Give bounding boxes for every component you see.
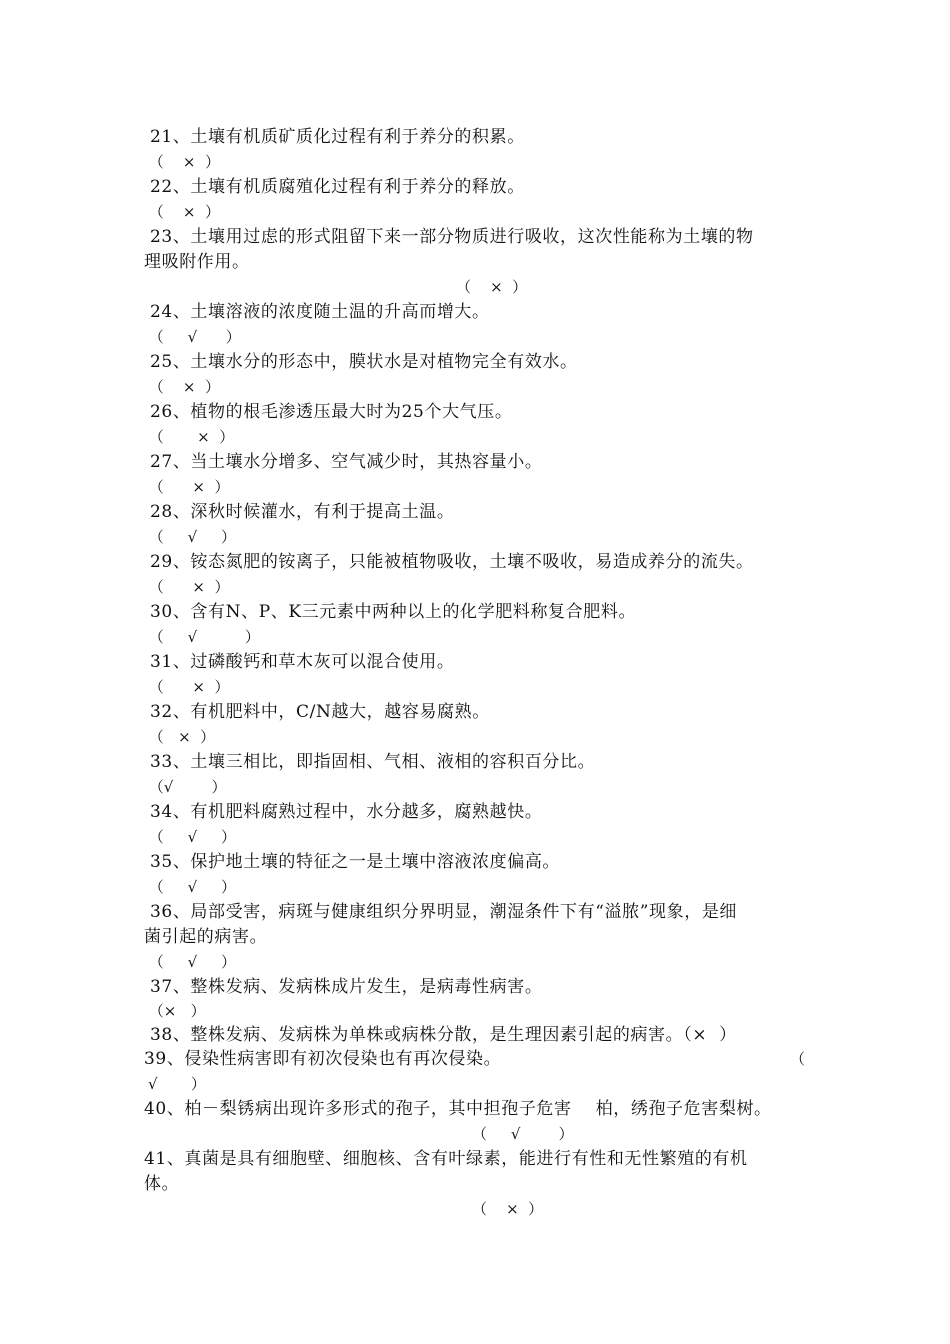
answer-41: （ × ）: [472, 1200, 544, 1218]
question-23-line1: 23、土壤用过虑的形式阻留下来一部分物质进行吸收，这次性能称为土壤的物: [144, 227, 754, 247]
answer-34: （ √ ）: [144, 828, 237, 846]
question-28: 28、深秋时候灌水，有利于提高土温。: [144, 502, 455, 522]
answer-36: （ √ ）: [144, 953, 237, 971]
answer-25: （ × ）: [144, 378, 220, 396]
question-22: 22、土壤有机质腐殖化过程有利于养分的释放。: [144, 177, 525, 197]
question-41-line2: 体。: [144, 1174, 180, 1194]
question-40: 40、柏－梨锈病出现许多形式的孢子，其中担孢子危害 柏，绣孢子危害梨树。: [144, 1099, 772, 1119]
question-36-line1: 36、局部受害，病斑与健康组织分界明显，潮湿条件下有“溢脓”现象，是细: [144, 902, 738, 922]
question-30: 30、含有N、P、K三元素中两种以上的化学肥料称复合肥料。: [144, 602, 637, 622]
answer-30: （ √ ）: [144, 628, 260, 646]
question-39: 39、侵染性病害即有初次侵染也有再次侵染。: [144, 1049, 502, 1069]
question-35: 35、保护地土壤的特征之一是土壤中溶液浓度偏高。: [144, 852, 561, 872]
question-25: 25、土壤水分的形态中，膜状水是对植物完全有效水。: [144, 352, 578, 372]
question-21: 21、土壤有机质矿质化过程有利于养分的积累。: [144, 127, 525, 147]
question-36-line2: 菌引起的病害。: [144, 927, 268, 947]
answer-39-open: （: [790, 1050, 806, 1068]
question-23-line2: 理吸附作用。: [144, 252, 250, 272]
answer-21: （ × ）: [144, 153, 220, 171]
question-26: 26、植物的根毛渗透压最大时为25个大气压。: [144, 402, 513, 422]
answer-40: （ √ ）: [472, 1125, 574, 1143]
question-38: 38、整株发病、发病株为单株或病株分散，是生理因素引起的病害。（× ）: [144, 1025, 737, 1045]
question-27: 27、当土壤水分增多、空气减少时，其热容量小。: [144, 452, 543, 472]
answer-35: （ √ ）: [144, 878, 237, 896]
answer-24: （ √ ）: [144, 328, 241, 346]
answer-29: （ × ）: [144, 578, 230, 596]
answer-31: （ × ）: [144, 678, 230, 696]
question-24: 24、土壤溶液的浓度随土温的升高而增大。: [144, 302, 490, 322]
answer-32: （ × ）: [144, 728, 216, 746]
question-37: 37、整株发病、发病株成片发生，是病毒性病害。: [144, 977, 543, 997]
question-32: 32、有机肥料中，C/N越大，越容易腐熟。: [144, 702, 490, 722]
answer-28: （ √ ）: [144, 528, 237, 546]
question-33: 33、土壤三相比，即指固相、气相、液相的容积百分比。: [144, 752, 596, 772]
answer-39: √ ）: [148, 1075, 206, 1093]
answer-37: （× ）: [144, 1002, 206, 1020]
answer-27: （ × ）: [144, 478, 230, 496]
answer-23: （ × ）: [456, 278, 528, 296]
answer-33: （√ ）: [144, 778, 227, 796]
question-29: 29、铵态氮肥的铵离子，只能被植物吸收，土壤不吸收，易造成养分的流失。: [144, 552, 754, 572]
question-31: 31、过磷酸钙和草木灰可以混合使用。: [144, 652, 455, 672]
answer-26: （ × ）: [144, 428, 235, 446]
question-34: 34、有机肥料腐熟过程中，水分越多，腐熟越快。: [144, 802, 543, 822]
question-41-line1: 41、真菌是具有细胞壁、细胞核、含有叶绿素，能进行有性和无性繁殖的有机: [144, 1149, 748, 1169]
answer-22: （ × ）: [144, 203, 220, 221]
